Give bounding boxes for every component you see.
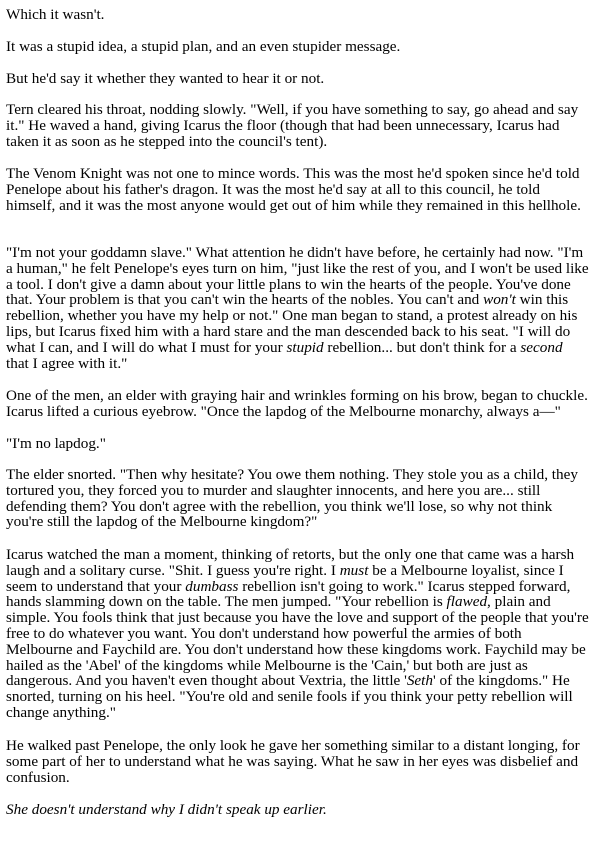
italic-text-run: dumbass [185, 577, 239, 595]
italic-text-run: stupid [286, 338, 324, 356]
paragraph-9 [6, 467, 589, 530]
paragraph-10 [6, 547, 589, 721]
text-run: "I'm not your goddamn slave." What attention he didn't have before, he certainly had now. "I'm a human," he felt Penelope's eyes turn on him, "just like the rest of you, and I won't be used like a tool. I don't give a damn about your little plans to win the hearts of the people. You've done that. Your problem is that you can't win the hearts of the nobles. You can't and [6, 244, 589, 309]
italic-text-run: second [520, 338, 563, 356]
text-run: rebellion isn't going to work." Icarus stepped forward, hands slamming down on the table. The men jumped. "Your rebellion is [6, 577, 571, 611]
text-run: Tern cleared his throat, nodding slowly. "Well, if you have something to say, go ahead and say it." He waved a hand, giving Icarus the floor (though that had been unnecessary, Icarus had taken it as soon as he stepped into the council's tent). [6, 101, 579, 150]
paragraph-4 [6, 102, 589, 149]
text-run: be a Melbourne loyalist, since I seem to understand that your [6, 561, 564, 595]
paragraph-7 [6, 388, 589, 420]
text-run: ' of the kingdoms." He snorted, turning on his heel. "You're old and senile fools if you think your petty rebellion will change anything." [6, 672, 573, 721]
text-run: Icarus watched the man a moment, thinking of retorts, but the only one that came was a harsh laugh and a solitary curse. "Shit. I guess you're right. I [6, 546, 575, 579]
paragraph-12 [6, 802, 589, 818]
paragraph-1 [6, 7, 589, 23]
italic-text-run: won't [483, 291, 516, 309]
text-run: that I agree with it." [6, 354, 128, 372]
text-run: He walked past Penelope, the only look he gave her something similar to a distant longing, for some part of her to understand what he was saying. What he saw in her eyes was disbelief and confusion. [6, 737, 580, 786]
italic-text-run: Seth [406, 672, 433, 690]
text-run: , plain and simple. You fools think that just because you have the love and support of the people that you're free to do whatever you want. You don't understand how powerful the armies of both Melbourne and Faychild are. You don't understand how these kingdoms work. Faychild may be hailed as the 'Abel' of the kingdoms while Melbourne is the 'Cain,' but both are just as dangerous. And you haven't even thought about Vextria, the little ' [6, 593, 589, 690]
text-run: It was a stupid idea, a stupid plan, and an even stupider message. [6, 38, 401, 55]
italic-text-run: She doesn't understand why I didn't speak up earlier. [6, 801, 327, 818]
text-run: But he'd say it whether they wanted to hear it or not. [6, 70, 325, 87]
text-run: One of the men, an elder with graying hair and wrinkles forming on his brow, began to chuckle. Icarus lifted a curious eyebrow. "Once the lapdog of the Melbourne monarchy, always a—" [6, 387, 588, 420]
italic-text-run: flawed [446, 593, 488, 611]
text-run: "I'm no lapdog." [6, 435, 106, 452]
text-run: rebellion... but don't think for a [323, 338, 521, 356]
italic-text-run: must [339, 561, 369, 579]
paragraph-5 [6, 166, 589, 213]
paragraph-11 [6, 738, 589, 785]
text-run: win this rebellion, whether you have my help or not." One man began to stand, a protest already on his lips, but Icarus fixed him with a hard stare and the man descended back to his seat. "I will do what I can, and I will do what I must for your [6, 291, 578, 356]
text-run: The Venom Knight was not one to mince words. This was the most he'd spoken since he'd told Penelope about his father's dragon. It was the most he'd say at all to this council, he told himself, and it was the most anyone would get out of him while they remained in this hellhole. [6, 165, 581, 214]
text-run: The elder snorted. "Then why hesitate? You owe them nothing. They stole you as a child, they tortured you, they forced you to murder and slaughter innocents, and here you are... still defending them? You don't agree with the rebellion, you think we'll lose, so why not think you're still the lapdog of the Melbourne kingdom?" [6, 466, 578, 531]
paragraph-2 [6, 39, 589, 55]
text-run: Which it wasn't. [6, 6, 105, 23]
paragraph-8 [6, 436, 589, 452]
paragraph-3 [6, 71, 589, 87]
paragraph-6 [6, 245, 589, 371]
